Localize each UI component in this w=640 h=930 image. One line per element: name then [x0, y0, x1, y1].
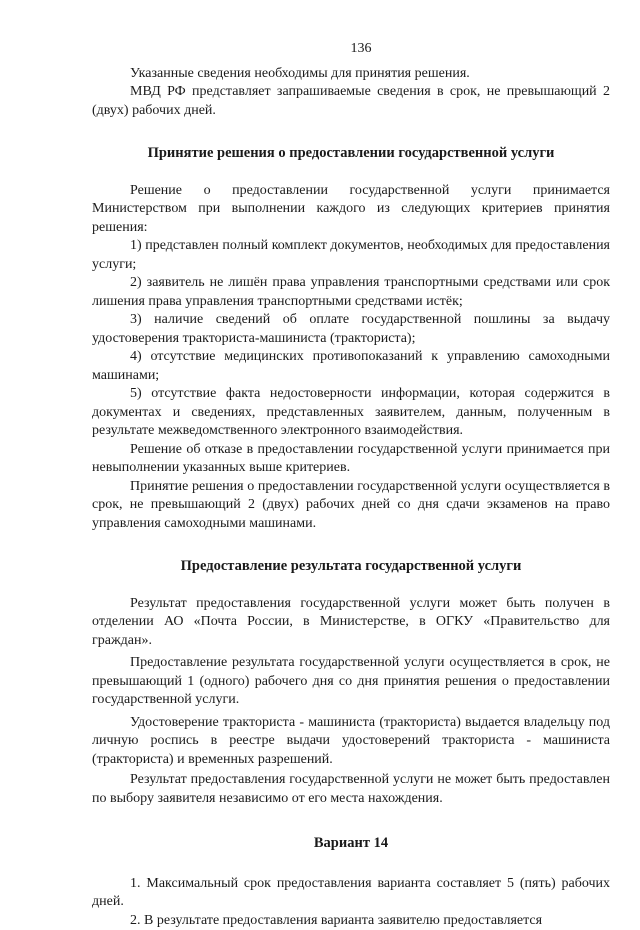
refusal-paragraph: Решение об отказе в предоставлении государственной услуги принимается при невыполнении указанных выше критериев. — [92, 441, 610, 478]
result-paragraph-2: Предоставление результата государственной услуги осуществляется в срок, не превышающий 1 (одного) рабочего дня со дня принятия решения о предоставлении государственной услуги. — [92, 654, 610, 710]
result-paragraph-4: Результат предоставления государственной услуги не может быть предоставлен по выбору заявителя независимо от его места нахождения. — [92, 771, 610, 808]
criterion-4: 4) отсутствие медицинских противопоказаний к управлению самоходными машинами; — [92, 348, 610, 385]
decision-paragraph-1: Решение о предоставлении государственной услуги принимается Министерством при выполнении каждого из следующих критериев принятия решения: — [92, 182, 610, 238]
criterion-3: 3) наличие сведений об оплате государственной пошлины за выдачу удостоверения тракториста-машиниста (тракториста); — [92, 311, 610, 348]
section-heading-result: Предоставление результата государственной услуги — [92, 557, 610, 576]
criterion-1: 1) представлен полный комплект документов, необходимых для предоставления услуги; — [92, 237, 610, 274]
result-paragraph-1: Результат предоставления государственной услуги может быть получен в отделении АО «Почта России, в Министерстве, в ОГКУ «Правительство для граждан». — [92, 595, 610, 651]
intro-paragraph-1: Указанные сведения необходимы для принятия решения. — [92, 65, 610, 84]
section-heading-decision: Принятие решения о предоставлении государственной услуги — [92, 144, 610, 163]
section-heading-variant: Вариант 14 — [92, 834, 610, 853]
document-page — [92, 40, 610, 930]
variant-item-2: 2. В результате предоставления варианта заявителю предоставляется — [92, 912, 610, 930]
result-paragraph-3: Удостоверение тракториста - машиниста (тракториста) выдается владельцу под личную роспись в реестре выдачи удостоверений тракториста - машиниста (тракториста) и временных разрешений. — [92, 714, 610, 770]
criterion-5: 5) отсутствие факта недостоверности информации, которая содержится в документах и сведениях, представленных заявителем, данным, полученным в результате межведомственного электронного взаимодействия. — [92, 385, 610, 441]
decision-deadline-paragraph: Принятие решения о предоставлении государственной услуги осуществляется в срок, не превышающий 2 (двух) рабочих дней со дня сдачи экзаменов на право управления самоходными машинами. — [92, 478, 610, 534]
page-number: 136 — [92, 40, 610, 59]
criterion-2: 2) заявитель не лишён права управления транспортными средствами или срок лишения права управления транспортными средствами истёк; — [92, 274, 610, 311]
intro-paragraph-2: МВД РФ представляет запрашиваемые сведения в срок, не превышающий 2 (двух) рабочих дней. — [92, 83, 610, 120]
variant-item-1: 1. Максимальный срок предоставления варианта составляет 5 (пять) рабочих дней. — [92, 875, 610, 912]
